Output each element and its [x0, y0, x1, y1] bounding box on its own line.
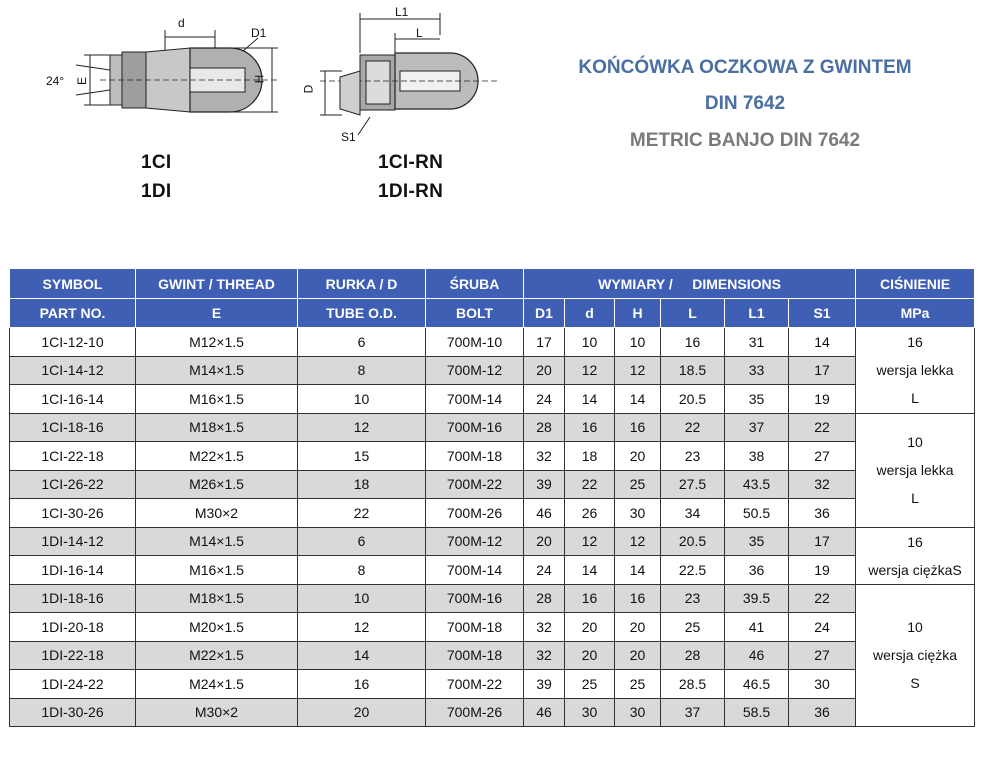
table-cell: 36 — [725, 556, 789, 585]
header-L: L — [661, 299, 725, 328]
table-cell: 8 — [298, 356, 426, 385]
table-cell: 28 — [661, 641, 725, 670]
header-mpa: MPa — [856, 299, 975, 328]
table-row — [10, 385, 975, 414]
table-cell: 39 — [524, 470, 565, 499]
table-cell: 39 — [524, 670, 565, 699]
label-D1: D1 — [251, 26, 267, 40]
table-cell: M30×2 — [136, 698, 298, 727]
table-cell: 28 — [524, 413, 565, 442]
header-D1: D1 — [524, 299, 565, 328]
table-row — [10, 356, 975, 385]
table-row — [10, 556, 975, 585]
banjo-drawing-right — [300, 5, 510, 150]
table-cell: 12 — [615, 356, 661, 385]
table-cell: 37 — [661, 698, 725, 727]
table-cell: 700M-16 — [426, 584, 524, 613]
table-cell: 28.5 — [661, 670, 725, 699]
table-cell: 16 — [615, 584, 661, 613]
pressure-cell — [856, 328, 975, 414]
table-cell: 22 — [298, 499, 426, 528]
title-english: METRIC BANJO DIN 7642 — [629, 130, 861, 151]
table-cell: M18×1.5 — [136, 584, 298, 613]
table-cell: 16 — [565, 584, 615, 613]
header-thread: GWINT / THREAD — [136, 269, 298, 299]
table-cell: 18 — [565, 442, 615, 471]
table-cell: M26×1.5 — [136, 470, 298, 499]
pressure-line: L — [911, 390, 919, 407]
table-cell: 46 — [725, 641, 789, 670]
table-cell: 27.5 — [661, 470, 725, 499]
table-cell: 700M-18 — [426, 442, 524, 471]
label-H: H — [252, 74, 267, 84]
table-cell: 10 — [298, 385, 426, 414]
table-cell: 700M-26 — [426, 499, 524, 528]
table-cell: 39.5 — [725, 584, 789, 613]
table-cell: 700M-14 — [426, 385, 524, 414]
table-row — [10, 641, 975, 670]
header-tube: RURKA / D — [298, 269, 426, 299]
label-L1: L1 — [395, 5, 409, 19]
label-D: D — [301, 84, 316, 94]
table-cell: 30 — [789, 670, 856, 699]
table-cell: 50.5 — [725, 499, 789, 528]
table-cell: 700M-10 — [426, 328, 524, 357]
table-cell: 12 — [298, 613, 426, 642]
table-cell: 33 — [725, 356, 789, 385]
table-cell: 25 — [565, 670, 615, 699]
table-cell: 14 — [565, 385, 615, 414]
table-cell: 1CI-16-14 — [10, 385, 136, 414]
table-cell: 17 — [524, 328, 565, 357]
table-cell: 34 — [661, 499, 725, 528]
table-cell: 32 — [524, 442, 565, 471]
table-cell: 43.5 — [725, 470, 789, 499]
table-cell: 1DI-24-22 — [10, 670, 136, 699]
table-row — [10, 470, 975, 499]
header-S1: S1 — [789, 299, 856, 328]
pressure-line: 16 — [907, 334, 923, 351]
pressure-cell — [856, 527, 975, 584]
model-1CI-RN: 1CI-RN — [378, 152, 444, 173]
label-d: d — [178, 16, 185, 30]
table-cell: 14 — [565, 556, 615, 585]
table-cell: 23 — [661, 442, 725, 471]
table-cell: 700M-18 — [426, 613, 524, 642]
table-cell: 700M-26 — [426, 698, 524, 727]
table-cell: 700M-12 — [426, 356, 524, 385]
table-cell: 27 — [789, 442, 856, 471]
table-cell: 10 — [298, 584, 426, 613]
table-cell: 12 — [565, 356, 615, 385]
header-L1: L1 — [725, 299, 789, 328]
table-cell: 18 — [298, 470, 426, 499]
label-S1: S1 — [341, 130, 356, 144]
table-cell: 41 — [725, 613, 789, 642]
table-cell: 46 — [524, 698, 565, 727]
table-cell: 32 — [524, 613, 565, 642]
table-row — [10, 442, 975, 471]
table-cell: 24 — [524, 385, 565, 414]
table-cell: 46.5 — [725, 670, 789, 699]
table-cell: 8 — [298, 556, 426, 585]
header-pressure: CIŚNIENIE — [856, 269, 975, 299]
table-cell: 37 — [725, 413, 789, 442]
table-cell: 20 — [615, 613, 661, 642]
label-angle: 24° — [46, 74, 65, 88]
table-cell: 20.5 — [661, 385, 725, 414]
table-row — [10, 328, 975, 357]
table-cell: 15 — [298, 442, 426, 471]
table-cell: 25 — [615, 470, 661, 499]
table-row — [10, 613, 975, 642]
table-cell: 23 — [661, 584, 725, 613]
table-cell: 700M-18 — [426, 641, 524, 670]
table-cell: 20 — [615, 641, 661, 670]
table-cell: 1CI-26-22 — [10, 470, 136, 499]
table-cell: 22 — [661, 413, 725, 442]
table-cell: 36 — [789, 698, 856, 727]
table-cell: 31 — [725, 328, 789, 357]
table-cell: M20×1.5 — [136, 613, 298, 642]
table-cell: 24 — [789, 613, 856, 642]
table-cell: 16 — [661, 328, 725, 357]
table-cell: 10 — [565, 328, 615, 357]
table-cell: 46 — [524, 499, 565, 528]
pressure-line: wersja ciężka — [873, 647, 958, 664]
title-din: DIN 7642 — [704, 93, 786, 114]
table-cell: M14×1.5 — [136, 356, 298, 385]
table-cell: 16 — [565, 413, 615, 442]
table-cell: 32 — [789, 470, 856, 499]
table-cell: M30×2 — [136, 499, 298, 528]
table-cell: 28 — [524, 584, 565, 613]
spec-table — [9, 268, 975, 727]
table-row — [10, 499, 975, 528]
table-cell: 16 — [615, 413, 661, 442]
table-cell: 20 — [565, 613, 615, 642]
table-cell: 6 — [298, 527, 426, 556]
header-E: E — [136, 299, 298, 328]
table-cell: M12×1.5 — [136, 328, 298, 357]
table-cell: 20 — [298, 698, 426, 727]
model-1DI-RN: 1DI-RN — [378, 181, 444, 202]
header-dimensions: WYMIARY / DIMENSIONS — [524, 269, 856, 299]
header-bolt-en: BOLT — [426, 299, 524, 328]
table-cell: 38 — [725, 442, 789, 471]
table-cell: M14×1.5 — [136, 527, 298, 556]
table-cell: 1DI-18-16 — [10, 584, 136, 613]
table-cell: 22 — [565, 470, 615, 499]
pressure-cell — [856, 413, 975, 527]
model-1CI: 1CI — [141, 152, 172, 173]
table-cell: 25 — [615, 670, 661, 699]
table-row — [10, 670, 975, 699]
pressure-line: wersja ciężkaS — [868, 561, 962, 578]
pressure-line: wersja lekka — [876, 462, 954, 478]
table-cell: 1DI-20-18 — [10, 613, 136, 642]
table-cell: 1DI-14-12 — [10, 527, 136, 556]
header-bolt: ŚRUBA — [426, 269, 524, 299]
table-cell: M16×1.5 — [136, 556, 298, 585]
table-cell: 1DI-16-14 — [10, 556, 136, 585]
table-cell: 20 — [524, 356, 565, 385]
table-cell: 35 — [725, 527, 789, 556]
header-symbol: SYMBOL — [10, 269, 136, 299]
table-cell: 14 — [789, 328, 856, 357]
table-cell: 30 — [565, 698, 615, 727]
table-cell: 700M-16 — [426, 413, 524, 442]
table-cell: 17 — [789, 356, 856, 385]
table-cell: 700M-12 — [426, 527, 524, 556]
table-cell: 26 — [565, 499, 615, 528]
table-cell: 14 — [298, 641, 426, 670]
table-cell: 1CI-12-10 — [10, 328, 136, 357]
table-cell: 19 — [789, 385, 856, 414]
table-cell: 20 — [565, 641, 615, 670]
table-cell: 27 — [789, 641, 856, 670]
label-E: E — [75, 76, 90, 86]
header-tube-od: TUBE O.D. — [298, 299, 426, 328]
header-H: H — [615, 299, 661, 328]
table-cell: 20 — [615, 442, 661, 471]
table-cell: 700M-14 — [426, 556, 524, 585]
table-cell: M22×1.5 — [136, 641, 298, 670]
pressure-line: 16 — [907, 533, 923, 550]
pressure-line: L — [911, 490, 919, 506]
table-cell: 12 — [565, 527, 615, 556]
table-cell: 20 — [524, 527, 565, 556]
table-cell: 10 — [615, 328, 661, 357]
table-cell: 1CI-30-26 — [10, 499, 136, 528]
table-cell: 14 — [615, 385, 661, 414]
table-cell: 19 — [789, 556, 856, 585]
table-cell: 22 — [789, 584, 856, 613]
table-cell: 1DI-22-18 — [10, 641, 136, 670]
header-d: d — [565, 299, 615, 328]
table-cell: 30 — [615, 698, 661, 727]
table-cell: 32 — [524, 641, 565, 670]
table-cell: 25 — [661, 613, 725, 642]
table-row — [10, 413, 975, 442]
table-cell: 12 — [615, 527, 661, 556]
table-row — [10, 584, 975, 613]
table-cell: 24 — [524, 556, 565, 585]
table-cell: 17 — [789, 527, 856, 556]
table-cell: 700M-22 — [426, 470, 524, 499]
table-cell: M16×1.5 — [136, 385, 298, 414]
table-cell: 6 — [298, 328, 426, 357]
table-cell: 14 — [615, 556, 661, 585]
table-cell: 700M-22 — [426, 670, 524, 699]
table-row — [10, 698, 975, 727]
pressure-line: 10 — [907, 619, 923, 636]
table-cell: 12 — [298, 413, 426, 442]
table-cell: 16 — [298, 670, 426, 699]
table-cell: 35 — [725, 385, 789, 414]
model-1DI: 1DI — [141, 181, 172, 202]
table-cell: 1CI-14-12 — [10, 356, 136, 385]
table-cell: 1CI-18-16 — [10, 413, 136, 442]
table-cell: 58.5 — [725, 698, 789, 727]
table-cell: M18×1.5 — [136, 413, 298, 442]
table-cell: 20.5 — [661, 527, 725, 556]
table-cell: 22 — [789, 413, 856, 442]
pressure-line: wersja lekka — [876, 362, 954, 379]
table-cell: 22.5 — [661, 556, 725, 585]
label-L: L — [416, 26, 423, 40]
table-cell: 18.5 — [661, 356, 725, 385]
pressure-line: 10 — [907, 434, 923, 450]
table-cell: M22×1.5 — [136, 442, 298, 471]
table-cell: M24×1.5 — [136, 670, 298, 699]
table-cell: 36 — [789, 499, 856, 528]
pressure-line: S — [910, 675, 920, 692]
title-polish: KOŃCÓWKA OCZKOWA Z GWINTEM — [578, 57, 912, 78]
table-row — [10, 527, 975, 556]
table-cell: 1DI-30-26 — [10, 698, 136, 727]
pressure-cell — [856, 584, 975, 727]
table-cell: 30 — [615, 499, 661, 528]
table-cell: 1CI-22-18 — [10, 442, 136, 471]
header-part-no: PART NO. — [10, 299, 136, 328]
